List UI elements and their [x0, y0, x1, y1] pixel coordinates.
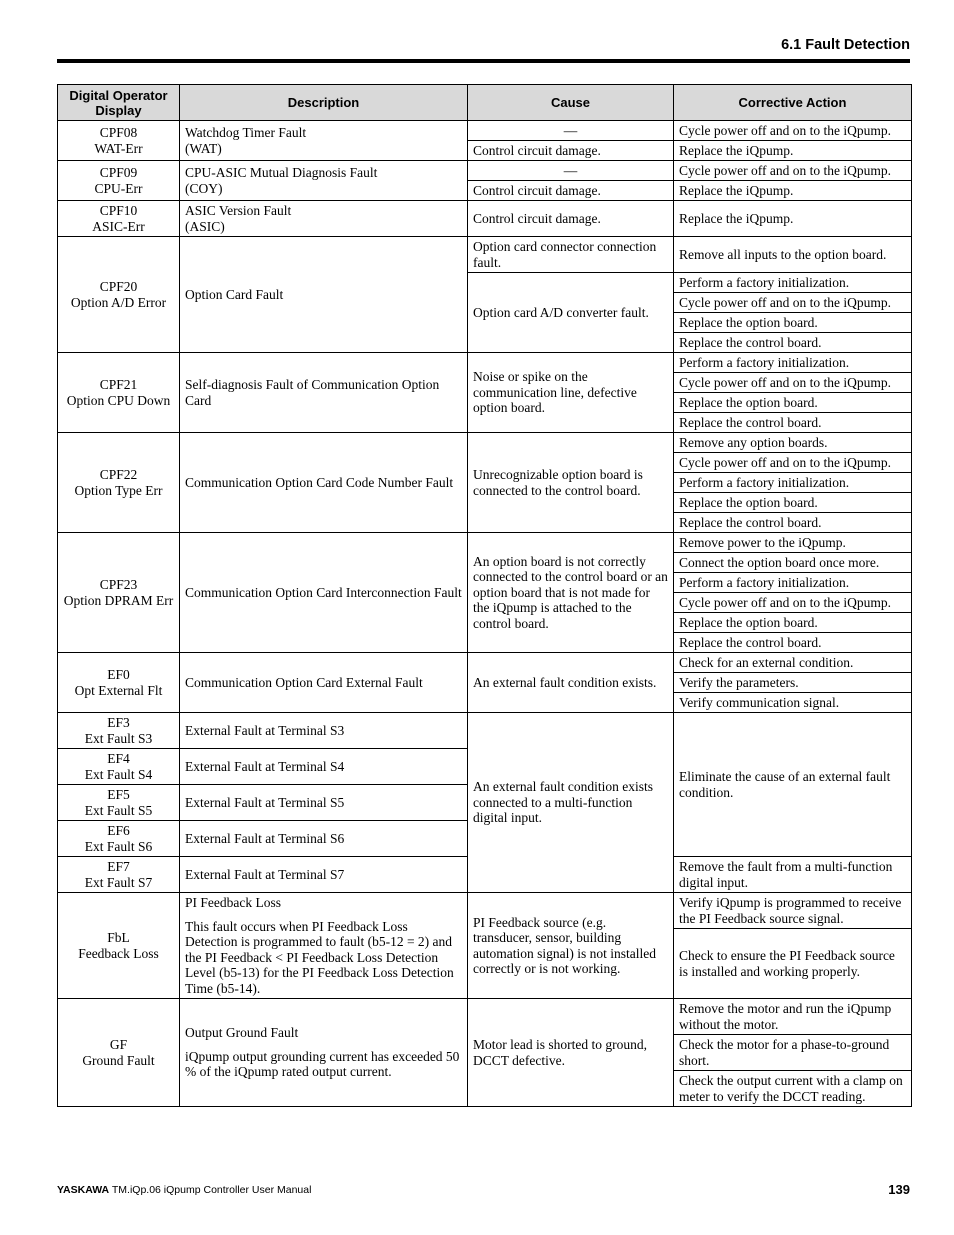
cause-cell: Control circuit damage. — [468, 141, 674, 161]
description-abbr: (ASIC) — [185, 218, 225, 234]
cause-cell: An external fault condition exists. — [468, 653, 674, 713]
fault-code-cell — [58, 821, 180, 857]
cause-cell: Unrecognizable option board is connected to the control board. — [468, 433, 674, 533]
fault-code-cell — [58, 353, 180, 433]
action-cell: Verify the parameters. — [674, 673, 912, 693]
action-cell: Cycle power off and on to the iQpump. — [674, 293, 912, 313]
section-title: 6.1 Fault Detection — [781, 37, 910, 53]
action-cell: Perform a factory initialization. — [674, 573, 912, 593]
fault-display: Opt External Flt — [74, 682, 163, 698]
fault-display: Option A/D Error — [70, 294, 167, 310]
action-cell: Check for an external condition. — [674, 653, 912, 673]
table-header-row — [58, 85, 912, 121]
fault-code: EF4 — [107, 751, 130, 766]
fault-table — [57, 84, 912, 1107]
description-abbr: (WAT) — [185, 140, 222, 156]
fault-display: Option Type Err — [74, 482, 163, 498]
fault-display: Ext Fault S7 — [84, 874, 153, 890]
action-cell: Cycle power off and on to the iQpump. — [674, 593, 912, 613]
description-cell: Self-diagnosis Fault of Communication Option Card — [180, 353, 468, 433]
footer-manual-title — [57, 1184, 311, 1196]
action-cell: Remove the fault from a multi-function digital input. — [674, 857, 912, 893]
fault-code: EF3 — [107, 715, 130, 730]
fault-display: ASIC-Err — [92, 218, 145, 234]
description-cell — [180, 999, 468, 1107]
description-cell: External Fault at Terminal S7 — [180, 857, 468, 893]
fault-code: CPF09 — [99, 165, 138, 180]
cause-cell: Motor lead is shorted to ground, DCCT defective. — [468, 999, 674, 1107]
fault-display: Ground Fault — [82, 1052, 155, 1068]
description-cell: External Fault at Terminal S3 — [180, 713, 468, 749]
cause-cell: — — [468, 161, 674, 181]
cause-cell: Control circuit damage. — [468, 181, 674, 201]
action-cell: Replace the control board. — [674, 513, 912, 533]
table-row — [58, 893, 912, 929]
action-cell: Replace the option board. — [674, 493, 912, 513]
action-cell: Remove the motor and run the iQpump without the motor. — [674, 999, 912, 1035]
fault-code: CPF22 — [99, 467, 138, 482]
fault-code: EF7 — [107, 859, 130, 874]
description-cell — [180, 121, 468, 161]
action-cell: Replace the control board. — [674, 633, 912, 653]
action-cell: Check to ensure the PI Feedback source is installed and working properly. — [674, 929, 912, 999]
description-cell: External Fault at Terminal S6 — [180, 821, 468, 857]
description-body: This fault occurs when PI Feedback Loss Detection is programmed to fault (b5-12 = 2) and the PI Feedback < PI Feedback Loss Detection Level (b5-13) for the PI Feedback Loss Detection Time (b5-14). — [185, 918, 454, 996]
fault-code-cell — [58, 749, 180, 785]
fault-code: FbL — [107, 930, 130, 945]
description: CPU-ASIC Mutual Diagnosis Fault — [185, 165, 378, 180]
fault-code-cell — [58, 121, 180, 161]
action-cell: Cycle power off and on to the iQpump. — [674, 121, 912, 141]
description-body: iQpump output grounding current has exceeded 50 % of the iQpump rated output current. — [185, 1048, 460, 1080]
table-row — [58, 713, 912, 749]
col-header-description: Description — [180, 85, 468, 121]
table-row — [58, 533, 912, 553]
table-row — [58, 237, 912, 273]
fault-display: Ext Fault S5 — [84, 802, 153, 818]
fault-code-cell — [58, 653, 180, 713]
fault-code: EF6 — [107, 823, 130, 838]
action-cell: Verify communication signal. — [674, 693, 912, 713]
action-cell: Perform a factory initialization. — [674, 353, 912, 373]
fault-code: CPF21 — [99, 377, 138, 392]
fault-code-cell — [58, 533, 180, 653]
action-cell: Replace the iQpump. — [674, 141, 912, 161]
description-cell: External Fault at Terminal S4 — [180, 749, 468, 785]
fault-display: CPU-Err — [94, 180, 143, 196]
description-cell — [180, 201, 468, 237]
cause-cell: — — [468, 121, 674, 141]
action-cell: Check the motor for a phase-to-ground short. — [674, 1035, 912, 1071]
action-cell: Replace the option board. — [674, 613, 912, 633]
fault-display: Ext Fault S6 — [84, 838, 153, 854]
fault-display: Feedback Loss — [78, 945, 159, 961]
fault-code: CPF10 — [99, 203, 138, 218]
action-cell: Replace the control board. — [674, 333, 912, 353]
action-cell: Remove any option boards. — [674, 433, 912, 453]
fault-code: CPF23 — [99, 577, 138, 592]
action-cell: Connect the option board once more. — [674, 553, 912, 573]
cause-cell: Control circuit damage. — [468, 201, 674, 237]
table-row — [58, 201, 912, 237]
description: ASIC Version Fault — [185, 203, 292, 218]
table-row — [58, 161, 912, 181]
action-cell: Check the output current with a clamp on meter to verify the DCCT reading. — [674, 1071, 912, 1107]
footer-brand: YASKAWA — [57, 1184, 110, 1196]
description-title: Output Ground Fault — [185, 1025, 299, 1041]
fault-code: CPF20 — [99, 279, 138, 294]
description-cell — [180, 161, 468, 201]
description-cell: Communication Option Card Code Number Fault — [180, 433, 468, 533]
description-cell: Communication Option Card Interconnection Fault — [180, 533, 468, 653]
fault-code-cell — [58, 893, 180, 999]
description-title: PI Feedback Loss — [185, 895, 281, 910]
action-cell: Remove all inputs to the option board. — [674, 237, 912, 273]
col-header-cause: Cause — [468, 85, 674, 121]
fault-code-cell — [58, 713, 180, 749]
fault-code: EF5 — [107, 787, 130, 802]
page-number: 139 — [888, 1182, 910, 1197]
action-cell: Perform a factory initialization. — [674, 273, 912, 293]
fault-code-cell — [58, 201, 180, 237]
cause-cell: Option card A/D converter fault. — [468, 273, 674, 353]
action-cell: Cycle power off and on to the iQpump. — [674, 373, 912, 393]
description-cell: Option Card Fault — [180, 237, 468, 353]
fault-code-cell — [58, 857, 180, 893]
cause-cell: Noise or spike on the communication line, defective option board. — [468, 353, 674, 433]
cause-cell: An external fault condition exists connected to a multi-function digital input. — [468, 713, 674, 893]
description-cell: External Fault at Terminal S5 — [180, 785, 468, 821]
action-cell: Replace the iQpump. — [674, 201, 912, 237]
action-cell: Replace the iQpump. — [674, 181, 912, 201]
action-cell: Cycle power off and on to the iQpump. — [674, 161, 912, 181]
table-row — [58, 121, 912, 141]
action-cell: Eliminate the cause of an external fault condition. — [674, 713, 912, 857]
cause-cell: PI Feedback source (e.g. transducer, sensor, building automation signal) is not installed correctly or is not working. — [468, 893, 674, 999]
action-cell: Replace the control board. — [674, 413, 912, 433]
cause-cell: Option card connector connection fault. — [468, 237, 674, 273]
fault-display: WAT-Err — [94, 140, 143, 156]
fault-display: Ext Fault S3 — [84, 730, 153, 746]
action-cell: Remove power to the iQpump. — [674, 533, 912, 553]
action-cell: Cycle power off and on to the iQpump. — [674, 453, 912, 473]
col-header-action: Corrective Action — [674, 85, 912, 121]
fault-display: Option DPRAM Err — [63, 592, 174, 608]
description-cell: Communication Option Card External Fault — [180, 653, 468, 713]
header-rule — [57, 59, 910, 63]
table-row — [58, 353, 912, 373]
footer-manual: TM.iQp.06 iQpump Controller User Manual — [111, 1184, 312, 1196]
action-cell: Verify iQpump is programmed to receive the PI Feedback source signal. — [674, 893, 912, 929]
cause-cell: An option board is not correctly connected to the control board or an option board that is not made for the iQpump is attached to the control board. — [468, 533, 674, 653]
fault-display: Ext Fault S4 — [84, 766, 153, 782]
fault-code: CPF08 — [99, 125, 138, 140]
fault-code-cell — [58, 433, 180, 533]
table-row — [58, 999, 912, 1035]
description: Watchdog Timer Fault — [185, 125, 307, 140]
fault-code-cell — [58, 999, 180, 1107]
fault-code-cell — [58, 237, 180, 353]
fault-code-cell — [58, 785, 180, 821]
action-cell: Replace the option board. — [674, 313, 912, 333]
col-header-display: Digital Operator Display — [58, 85, 180, 121]
fault-code: EF0 — [107, 667, 130, 682]
description-abbr: (COY) — [185, 180, 223, 196]
description-cell — [180, 893, 468, 999]
action-cell: Perform a factory initialization. — [674, 473, 912, 493]
table-row — [58, 653, 912, 673]
fault-code-cell — [58, 161, 180, 201]
fault-code: GF — [109, 1037, 128, 1052]
action-cell: Replace the option board. — [674, 393, 912, 413]
table-row — [58, 433, 912, 453]
fault-display: Option CPU Down — [66, 392, 171, 408]
